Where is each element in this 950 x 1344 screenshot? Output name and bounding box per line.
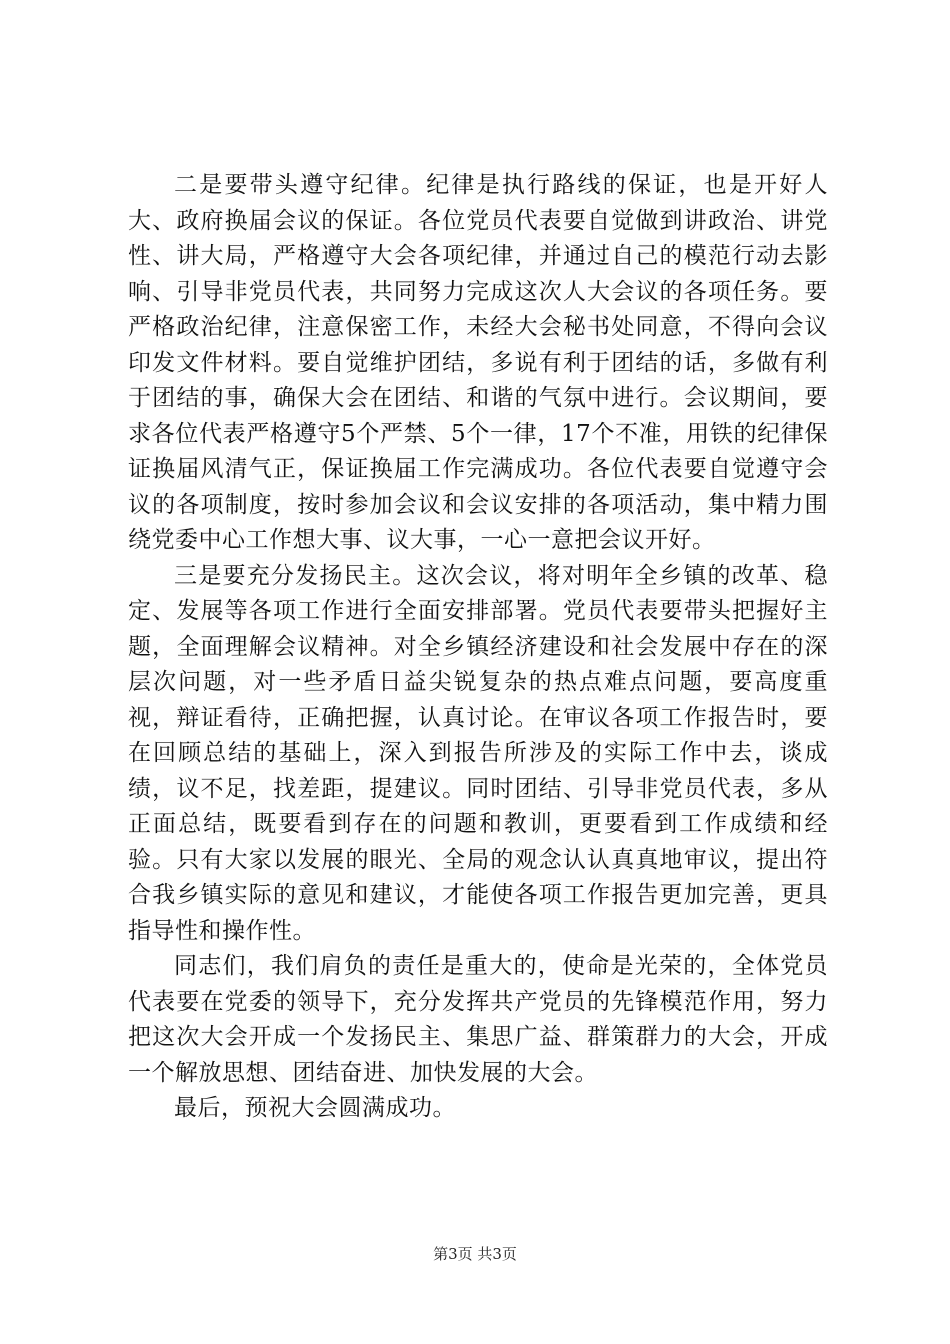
paragraph-comrades: 同志们，我们肩负的责任是重大的，使命是光荣的，全体党员代表要在党委的领导下，充分发挥共产党员的先锋模范作用，努力把这次大会开成一个发扬民主、集思广益、群策群力的大会，开成一个解放思想、团结奋进、加快发展的大会。 <box>128 953 828 1086</box>
document-body <box>128 168 828 1127</box>
paragraph-discipline: 二是要带头遵守纪律。纪律是执行路线的保证，也是开好人大、政府换届会议的保证。各位党员代表要自觉做到讲政治、讲党性、讲大局，严格遵守大会各项纪律，并通过自己的模范行动去影响、引导非党员代表，共同努力完成这次人大会议的各项任务。要严格政治纪律，注意保密工作，未经大会秘书处同意，不得向会议印发文件材料。要自觉维护团结，多说有利于团结的话，多做有利于团结的事，确保大会在团结、和谐的气氛中进行。会议期间，要求各位代表严格遵守5个严禁、5个一律，17个不准，用铁的纪律保证换届风清气正，保证换届工作完满成功。各位代表要自觉遵守会议的各项制度，按时参加会议和会议安排的各项活动，集中精力围绕党委中心工作想大事、议大事，一心一意把会议开好。 <box>128 172 828 553</box>
paragraph-closing: 最后，预祝大会圆满成功。 <box>174 1095 456 1121</box>
page-number-footer: 第3页 共3页 <box>433 1245 517 1263</box>
paragraph-democracy: 三是要充分发扬民主。这次会议，将对明年全乡镇的改革、稳定、发展等各项工作进行全面安排部署。党员代表要带头把握好主题，全面理解会议精神。对全乡镇经济建设和社会发展中存在的深层次问题，对一些矛盾日益尖锐复杂的热点难点问题，要高度重视，辩证看待，正确把握，认真讨论。在审议各项工作报告时，要在回顾总结的基础上，深入到报告所涉及的实际工作中去，谈成绩，议不足，找差距，提建议。同时团结、引导非党员代表，多从正面总结，既要看到存在的问题和教训，更要看到工作成绩和经验。只有大家以发展的眼光、全局的观念认认真真地审议，提出符合我乡镇实际的意见和建议，才能使各项工作报告更加完善，更具指导性和操作性。 <box>128 562 828 944</box>
